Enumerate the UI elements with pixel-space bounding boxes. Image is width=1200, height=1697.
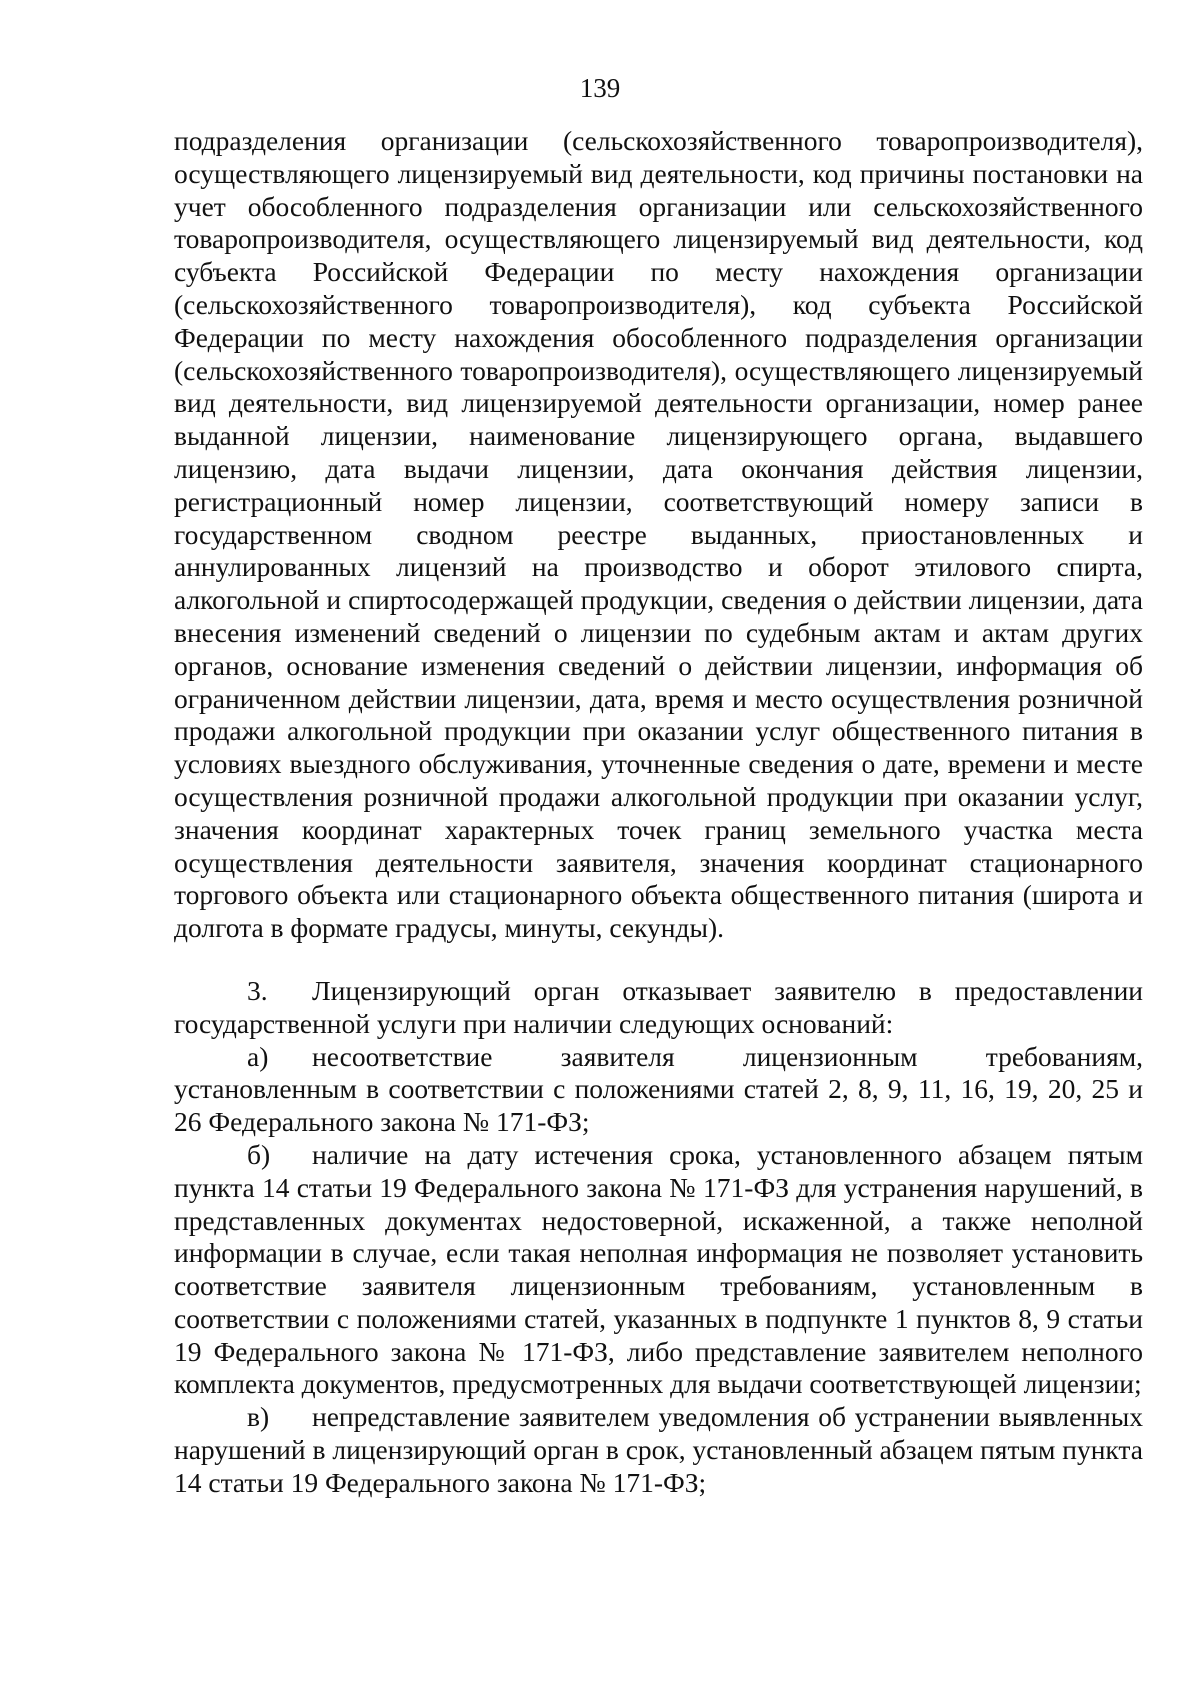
item-marker: в): [247, 1401, 270, 1433]
item-marker: а): [247, 1040, 269, 1072]
paragraph-continuation: [174, 125, 1143, 945]
item-marker: 3.: [247, 974, 268, 1006]
paragraph-item-a: [174, 1041, 1143, 1139]
paragraph-item-v: [174, 1401, 1143, 1499]
item-marker: б): [247, 1138, 271, 1170]
paragraph-item-3: [174, 975, 1143, 1041]
paragraph-text: непредставление заявителем уведомления об устранении выявленных нарушений в лицензирующий орган в срок, установленный абзацем пятым пункта 14 статьи 19 Федерального закона № 171-ФЗ;: [174, 1401, 1143, 1498]
page-number: 139: [579, 73, 621, 103]
paragraph-text: наличие на дату истечения срока, установленного абзацем пятым пункта 14 статьи 19 Федерального закона № 171-ФЗ для устранения нарушений, в представленных документах недостоверной, искаженной, а также неполной информации в случае, если такая неполная информация не позволяет установить соответствие заявителя лицензионным требованиям, установленным в соответствии с положениями статей, указанных в подпункте 1 пунктов 8, 9 статьи 19 Федерального закона № 171-ФЗ, либо представление заявителем неполного комплекта документов, предусмотренных для выдачи соответствующей лицензии;: [174, 1138, 1143, 1400]
paragraph-item-b: [174, 1139, 1143, 1401]
paragraph-text: Лицензирующий орган отказывает заявителю в предоставлении государственной услуги при наличии следующих оснований:: [174, 974, 1143, 1039]
document-body: [174, 125, 1143, 1500]
paragraph-text: подразделения организации (сельскохозяйственного товаропроизводителя), осуществляющего лицензируемый вид деятельности, код причины постановки на учет обособленного подразделения организации или сельскохозяйственного товаропроизводителя, осуществляющего лицензируемый вид деятельности, код субъекта Российской Федерации по месту нахождения организации (сельскохозяйственного товаропроизводителя), код субъекта Российской Федерации по месту нахождения обособленного подразделения организации (сельскохозяйственного товаропроизводителя), осуществляющего лицензируемый вид деятельности, вид лицензируемой деятельности организации, номер ранее выданной лицензии, наименование лицензирующего органа, выдавшего лицензию, дата выдачи лицензии, дата окончания действия лицензии, регистрационный номер лицензии, соответствующий номеру записи в государственном сводном реестре выданных, приостановленных и аннулированных лицензий на производство и оборот этилового спирта, алкогольной и спиртосодержащей продукции, сведения о действии лицензии, дата внесения изменений сведений о лицензии по судебным актам и актам других органов, основание изменения сведений о действии лицензии, информация об ограниченном действии лицензии, дата, время и место осуществления розничной продажи алкогольной продукции при оказании услуг общественного питания в условиях выездного обслуживания, уточненные сведения о дате, времени и месте осуществления розничной продажи алкогольной продукции при оказании услуг, значения координат характерных точек границ земельного участка места осуществления деятельности заявителя, значения координат стационарного торгового объекта или стационарного объекта общественного питания (широта и долгота в формате градусы, минуты, секунды).: [174, 125, 1143, 944]
paragraph-text: несоответствие заявителя лицензионным требованиям, установленным в соответствии с положениями статей 2, 8, 9, 11, 16, 19, 20, 25 и 26 Федерального закона № 171-ФЗ;: [174, 1040, 1143, 1138]
